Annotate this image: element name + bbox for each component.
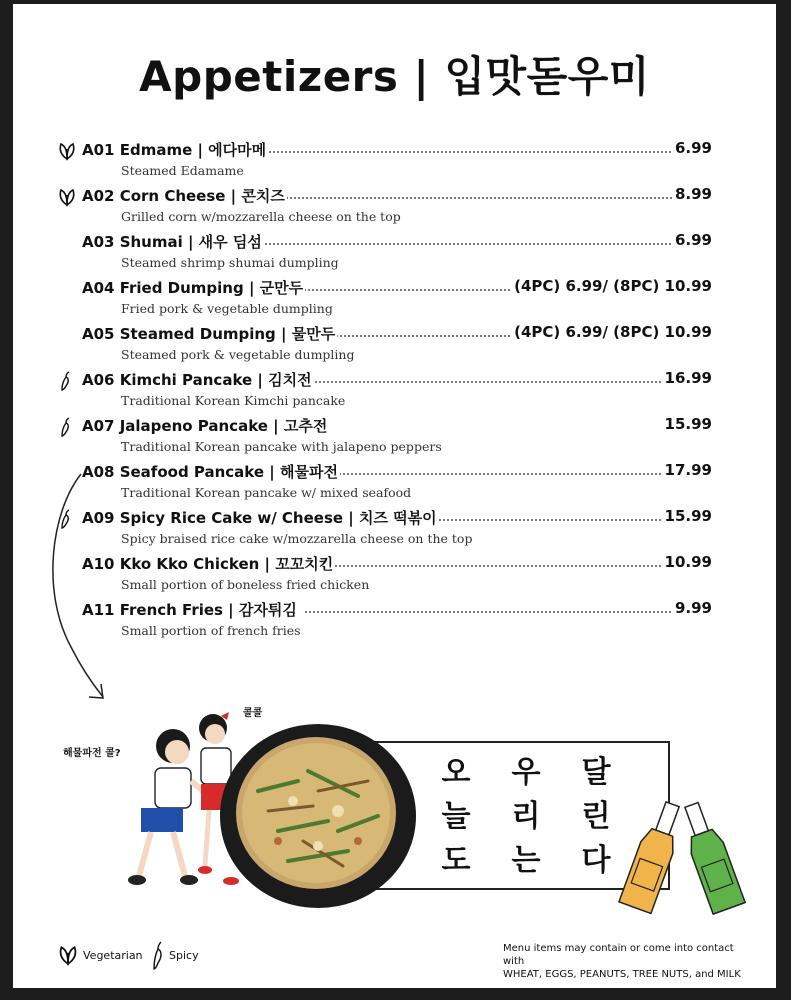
item-price: 9.99: [674, 599, 712, 617]
legend-spicy-label: Spicy: [169, 949, 199, 962]
item-description: Grilled corn w/mozzarella cheese on the top: [121, 209, 401, 224]
dot-leader: [313, 335, 526, 337]
spicy-icon: [57, 417, 77, 437]
item-price: 10.99: [664, 553, 712, 571]
menu-item: [13, 415, 776, 459]
menu-item: [13, 507, 776, 551]
vegetarian-icon: [57, 944, 79, 966]
item-description: Traditional Korean pancake with jalapeno peppers: [121, 439, 442, 454]
spicy-icon: [57, 371, 77, 391]
dot-leader: [253, 243, 691, 245]
menu-item: [13, 461, 776, 505]
legend-vegetarian-label: Vegetarian: [83, 949, 143, 962]
illustration: [53, 696, 753, 926]
item-price: 16.99: [664, 369, 712, 387]
item-name: A01 Edmame | 에다마메: [82, 141, 267, 159]
item-description: Traditional Korean pancake w/ mixed seafood: [121, 485, 412, 500]
item-price: 15.99: [664, 415, 712, 433]
item-description: Fried pork & vegetable dumpling: [121, 301, 333, 316]
menu-item: [13, 139, 776, 183]
slogan-char: 우: [511, 755, 541, 790]
dot-leader: [258, 151, 691, 153]
curved-arrow-icon: [41, 472, 111, 707]
allergy-note-line: WHEAT, EGGS, PEANUTS, TREE NUTS, and MILK: [503, 969, 741, 980]
menu-item: [13, 231, 776, 275]
vegetarian-icon: [57, 187, 77, 207]
slogan-char: 늘: [441, 799, 471, 834]
item-name: A06 Kimchi Pancake | 김치전: [82, 371, 312, 389]
slogan-char: 다: [581, 843, 611, 878]
item-description: Steamed shrimp shumai dumpling: [121, 255, 339, 270]
seafood-pancake-image: [218, 721, 418, 911]
item-description: Small portion of boneless fried chicken: [121, 577, 370, 592]
dot-leader: [408, 519, 681, 521]
item-price: (4PC) 6.99/ (8PC) 10.99: [514, 323, 712, 341]
item-price: (4PC) 6.99/ (8PC) 10.99: [514, 277, 712, 295]
allergy-note: [503, 942, 753, 981]
slogan-char: 리: [511, 799, 541, 834]
dot-leader: [298, 381, 681, 383]
menu-item: [13, 323, 776, 367]
slogan-char: 오: [441, 755, 471, 790]
vegetarian-icon: [57, 141, 77, 161]
item-description: Spicy braised rice cake w/mozzarella cheese on the top: [121, 531, 473, 546]
dot-leader: [303, 565, 681, 567]
spicy-icon: [149, 941, 169, 971]
menu-item: [13, 599, 776, 643]
item-description: Traditional Korean Kimchi pancake: [121, 393, 346, 408]
dot-leader: [271, 197, 691, 199]
menu-page: [13, 4, 776, 988]
item-name: A11 French Fries | 감자튀김: [82, 601, 297, 619]
page-title: Appetizers | 입맛돋우미: [139, 52, 650, 101]
item-name: A10 Kko Kko Chicken | 꼬꼬치킨: [82, 555, 334, 573]
slogan-grid: [421, 751, 631, 883]
item-price: 6.99: [674, 139, 712, 157]
menu-item: [13, 185, 776, 229]
item-name: A09 Spicy Rice Cake w/ Cheese | 치즈 떡볶이: [82, 509, 437, 527]
item-description: Steamed pork & vegetable dumpling: [121, 347, 355, 362]
item-name: A05 Steamed Dumping | 물만두: [82, 325, 336, 343]
item-name: A07 Jalapeno Pancake | 고추전: [82, 417, 328, 435]
item-price: 17.99: [664, 461, 712, 479]
dot-leader: [305, 611, 691, 613]
item-description: Small portion of french fries: [121, 623, 301, 638]
item-name: A02 Corn Cheese | 콘치즈: [82, 187, 285, 205]
bottles-illustration: [613, 801, 753, 921]
item-description: Steamed Edamame: [121, 163, 244, 178]
slogan-char: 는: [511, 843, 541, 878]
menu-item: [13, 369, 776, 413]
slogan-char: 도: [441, 843, 471, 878]
speech-caption: 해물파전 콜?: [63, 748, 121, 759]
slogan-char: 린: [581, 799, 611, 834]
dot-leader: [293, 289, 526, 291]
speech-caption: 콜콜: [243, 708, 263, 719]
allergy-note-line: Menu items may contain or come into contact with: [503, 943, 734, 967]
item-price: 8.99: [674, 185, 712, 203]
item-price: 6.99: [674, 231, 712, 249]
item-price: 15.99: [664, 507, 712, 525]
item-name: A04 Fried Dumping | 군만두: [82, 279, 304, 297]
item-name: A03 Shumai | 새우 딤섬: [82, 233, 262, 251]
menu-item: [13, 553, 776, 597]
dot-leader: [318, 473, 681, 475]
menu-item: [13, 277, 776, 321]
slogan-char: 달: [581, 755, 611, 790]
item-name: A08 Seafood Pancake | 해물파전: [82, 463, 338, 481]
